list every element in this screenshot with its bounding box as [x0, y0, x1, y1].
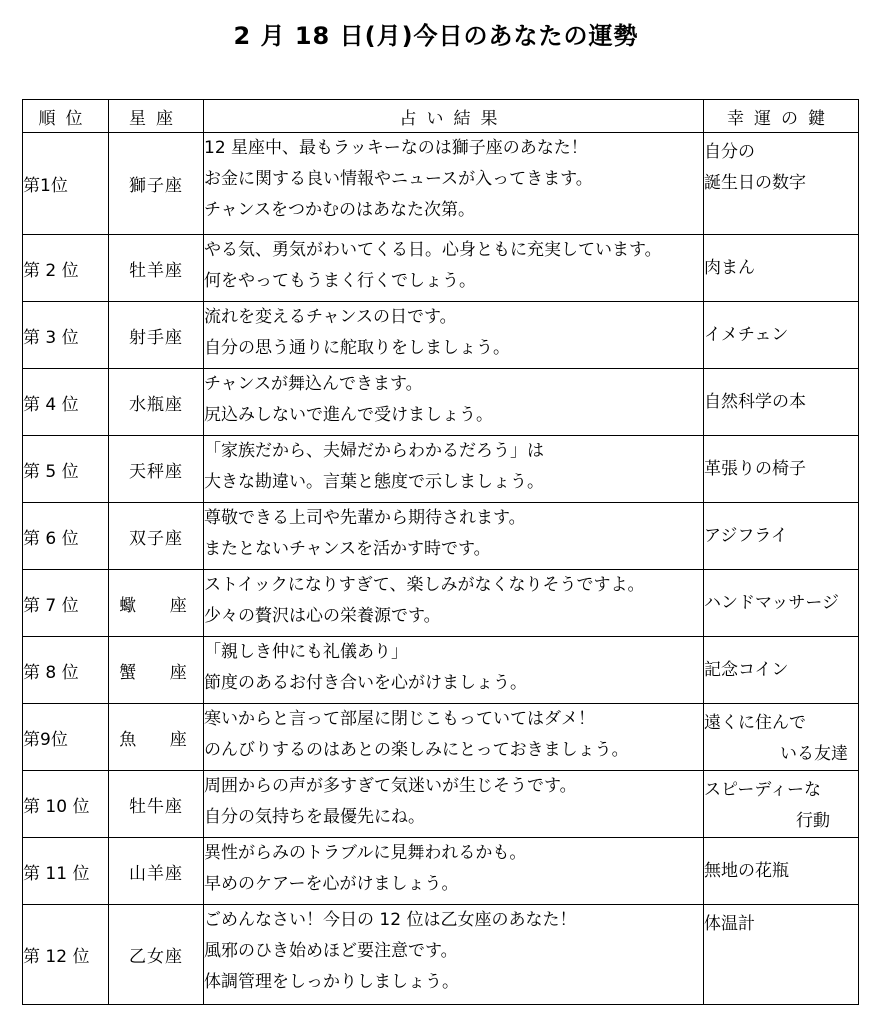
sign-cell: 獅子座 [109, 133, 204, 235]
result-line: 異性がらみのトラブルに見舞われるかも。 [204, 843, 527, 863]
key-cell [704, 905, 859, 1005]
result-line: 尊敬できる上司や先輩から期待されます。 [204, 508, 526, 528]
key-line: 記念コイン [704, 659, 789, 680]
table-row [23, 235, 859, 302]
result-line: のんびりするのはあとの楽しみにとっておきましょう。 [204, 740, 629, 760]
result-line: 12 星座中、最もラッキーなのは獅子座のあなた！ [204, 138, 588, 158]
table-row [23, 905, 859, 1005]
key-line: ハンドマッサージ [704, 592, 839, 613]
rank-cell: 第 11 位 [23, 838, 109, 905]
result-line: 節度のあるお付き合いを心がけましょう。 [204, 673, 527, 693]
sign-cell: 牡牛座 [109, 771, 204, 838]
result-line: 寒いからと言って部屋に閉じこもっていてはダメ！ [204, 709, 595, 729]
result-line: ストイックになりすぎて、楽しみがなくなりそうですよ。 [204, 575, 645, 595]
result-cell [204, 503, 704, 570]
key-line: 体温計 [704, 914, 755, 934]
rank-cell: 第9位 [23, 704, 109, 771]
page-title: 2 月 18 日(月)今日のあなたの運勢 [233, 22, 639, 50]
key-line: アジフライ [704, 525, 788, 546]
key-cell [704, 570, 859, 637]
result-cell [204, 905, 704, 1005]
result-cell [204, 133, 704, 235]
key-cell [704, 436, 859, 503]
result-line: 周囲からの声が多すぎて気迷いが生じそうです。 [204, 776, 577, 796]
sign-cell: 射手座 [109, 302, 204, 369]
rank-cell: 第 10 位 [23, 771, 109, 838]
result-line: 「親しき仲にも礼儀あり」 [204, 642, 408, 662]
key-cell [704, 369, 859, 436]
sign-cell: 双子座 [109, 503, 204, 570]
rank-cell: 第 2 位 [23, 235, 109, 302]
table-row [23, 133, 859, 235]
result-cell [204, 771, 704, 838]
sign-cell: 蠍 座 [109, 570, 204, 637]
result-line: チャンスをつかむのはあなた次第。 [204, 200, 475, 220]
sign-cell: 牡羊座 [109, 235, 204, 302]
key-line: 肉まん [704, 257, 755, 278]
key-line: スピーディーな [704, 780, 821, 800]
rank-cell: 第 4 位 [23, 369, 109, 436]
table-row [23, 637, 859, 704]
sign-cell: 天秤座 [109, 436, 204, 503]
key-line: いる友達 [780, 744, 848, 764]
sign-cell: 魚 座 [109, 704, 204, 771]
table-row [23, 436, 859, 503]
result-cell [204, 369, 704, 436]
header-key: 幸運の鍵 [704, 100, 859, 133]
table-header-row [23, 100, 859, 133]
key-line: イメチェン [704, 324, 789, 345]
header-rank: 順位 [23, 100, 109, 133]
table-row [23, 503, 859, 570]
table-row [23, 838, 859, 905]
result-line: 尻込みしないで進んで受けましょう。 [204, 405, 493, 425]
key-cell [704, 704, 859, 771]
rank-cell: 第 8 位 [23, 637, 109, 704]
result-line: 体調管理をしっかりしましょう。 [204, 972, 459, 992]
rank-cell: 第 5 位 [23, 436, 109, 503]
result-line: 「家族だから、夫婦だからわかるだろう」は [204, 441, 544, 461]
result-cell [204, 637, 704, 704]
fortune-table [22, 99, 859, 1005]
result-line: 風邪のひき始めほど要注意です。 [204, 941, 458, 961]
key-line: 革張りの椅子 [704, 458, 806, 479]
table-row [23, 771, 859, 838]
result-line: チャンスが舞込んできます。 [204, 374, 423, 394]
sign-cell: 山羊座 [109, 838, 204, 905]
result-line: ごめんなさい！今日の 12 位は乙女座のあなた！ [204, 910, 577, 930]
key-line: 遠くに住んで [704, 713, 806, 733]
result-line: 大きな勘違い。言葉と態度で示しましょう。 [204, 472, 544, 492]
rank-cell: 第 7 位 [23, 570, 109, 637]
key-cell [704, 302, 859, 369]
rank-cell: 第 6 位 [23, 503, 109, 570]
rank-cell: 第 12 位 [23, 905, 109, 1005]
result-cell [204, 570, 704, 637]
sign-cell: 蟹 座 [109, 637, 204, 704]
key-cell [704, 235, 859, 302]
result-line: 自分の思う通りに舵取りをしましょう。 [204, 338, 510, 358]
result-line: 流れを変えるチャンスの日です。 [204, 307, 457, 327]
result-line: 少々の贅沢は心の栄養源です。 [204, 606, 441, 626]
result-line: 自分の気持ちを最優先にね。 [204, 807, 425, 827]
result-line: 早めのケアーを心がけましょう。 [204, 874, 459, 894]
sign-cell: 乙女座 [109, 905, 204, 1005]
key-cell [704, 771, 859, 838]
key-cell [704, 637, 859, 704]
table-row [23, 302, 859, 369]
rank-cell: 第 3 位 [23, 302, 109, 369]
result-cell [204, 838, 704, 905]
key-line: 行動 [796, 811, 830, 831]
result-line: お金に関する良い情報やニュースが入ってきます。 [204, 169, 593, 189]
result-cell [204, 436, 704, 503]
result-line: またとないチャンスを活かす時です。 [204, 539, 491, 559]
table-row [23, 369, 859, 436]
header-result: 占い結果 [204, 100, 704, 133]
result-line: やる気、勇気がわいてくる日。心身ともに充実しています。 [204, 240, 662, 260]
table-row [23, 704, 859, 771]
key-cell [704, 133, 859, 235]
key-cell [704, 503, 859, 570]
header-sign: 星座 [109, 100, 204, 133]
key-cell [704, 838, 859, 905]
sign-cell: 水瓶座 [109, 369, 204, 436]
result-cell [204, 235, 704, 302]
key-line: 無地の花瓶 [704, 860, 789, 881]
rank-cell: 第1位 [23, 133, 109, 235]
result-cell [204, 704, 704, 771]
key-line: 自然科学の本 [704, 391, 806, 412]
key-line: 自分の [704, 142, 755, 162]
result-cell [204, 302, 704, 369]
result-line: 何をやってもうまく行くでしょう。 [204, 271, 476, 291]
key-line: 誕生日の数字 [704, 173, 806, 193]
table-row [23, 570, 859, 637]
